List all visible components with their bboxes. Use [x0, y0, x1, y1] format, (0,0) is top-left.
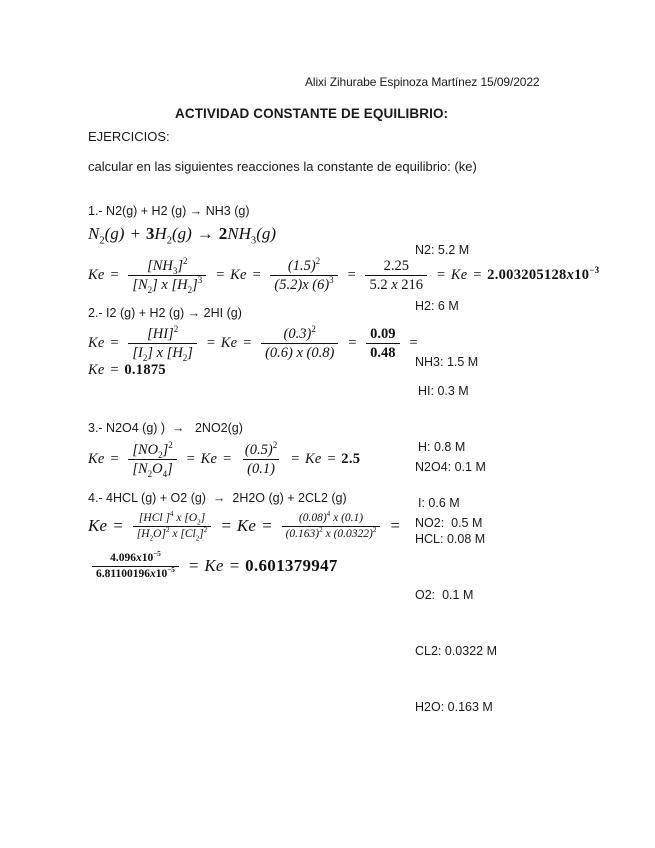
exercise-1-ke-equation: Ke = $\frac{[NH_3]^2}{[N_2] x [H_2]^3}$ = Ke = $\frac{(1.5)^2}{(5.2)x (6)^3}$ = $\frac{2.25}{5.2 x 216}$ = Ke = $2.003205128x10^{-3}$ [88, 256, 600, 296]
concentration-item: N2: 5.2 M [415, 242, 470, 257]
concentration-item: I: 0.6 M [418, 496, 460, 510]
exercise-2-simplified-fraction: $\frac{0.09}{0.48}$ [366, 326, 399, 361]
exercise-2-symbolic-fraction: $\frac{[HI]^2}{[I_2] x [H_2]}$ [128, 326, 197, 361]
exercise-4-symbolic-fraction: $\frac{[HCl ]^4 x [O_2]}{[H_2O]^2 x [Cl_2]^2}$ [133, 512, 212, 541]
exercise-2-result: 0.1875 [124, 362, 166, 378]
exercise-3-result: 2.5 [341, 451, 361, 468]
exercise-3-reaction-plain: 3.- N2O4 (g) ) → 2NO2(g) [88, 421, 243, 435]
exercise-2-result-line: Ke = 0.1875 [88, 362, 166, 378]
exercise-1-reaction-math: $N_2$ (g) + 3 $H_2$ (g) → 2 $NH_3$ (g) [88, 224, 277, 247]
exercise-4-reaction-plain: 4.- 4HCL (g) + O2 (g) → 2H2O (g) + 2CL2 (g) [88, 491, 347, 505]
exercise-1-reaction-plain: 1.- N2(g) + H2 (g) → NH3 (g) [88, 204, 250, 218]
exercise-3-numeric-fraction: $\frac{(0.5)^2}{(0.1)}$ [244, 440, 278, 478]
concentration-item: HCL: 0.08 M [415, 531, 486, 546]
exercise-1-numeric-fraction: $\frac{(1.5)^2}{(5.2)x (6)^3}$ [270, 258, 337, 293]
instruction-text: calcular en las siguientes reacciones la constante de equilibrio: (ke) [88, 159, 477, 174]
exercise-1-simplified-fraction: $\frac{2.25}{5.2 x 216}$ [365, 258, 427, 293]
exercise-4-result-line: $\frac{4.096x10^{-5}}{6.81100196x10^{-5}}$ = Ke = 0.601379947 [88, 552, 338, 581]
exercise-3-symbolic-fraction: $\frac{[NO_2]^2}{[N_2O_4]}$ [128, 442, 176, 477]
exercise-4-result: 0.601379947 [245, 556, 338, 576]
exercise-3-ke-equation: Ke = $\frac{[NO_2]^2}{[N_2O_4]}$ = Ke = $\frac{(0.5)^2}{(0.1)}$ = Ke = 2.5 [88, 440, 361, 480]
exercise-2-numeric-fraction: $\frac{(0.3)^2}{(0.6) x (0.8)}$ [261, 326, 338, 361]
concentration-item: HI: 0.3 M [418, 383, 469, 398]
concentration-item: H2: 6 M [415, 298, 459, 313]
exercise-1-result: $2.003205128x10^{-3}$ [487, 265, 600, 284]
concentration-item: N2O4: 0.1 M [415, 459, 486, 474]
exercise-4-final-fraction: $\frac{4.096x10^{-5}}{6.81100196x10^{-5}}$ [92, 552, 179, 581]
concentration-item: H2O: 0.163 M [415, 700, 493, 715]
exercise-4-ke-equation: Ke = $\frac{[HCl ]^4 x [O_2]}{[H_2O]^2 x [Cl_2]^2}$ = Ke = $\frac{(0.08)^4 x (0.1)}{(0.163)^2 x (0.0322)^2}$ = [88, 510, 401, 543]
exercise-4-numeric-fraction: $\frac{(0.08)^4 x (0.1)}{(0.163)^2 x (0.0322)^2}$ [282, 512, 381, 541]
exercise-2-ke-equation: Ke = $\frac{[HI]^2}{[I_2] x [H_2]}$ = Ke = $\frac{(0.3)^2}{(0.6) x (0.8)}$ = $\frac{0.09}{0.48}$ = [88, 324, 419, 364]
author-byline: Alixi Zihurabe Espinoza Martínez 15/09/2022 [305, 75, 540, 89]
concentration-item: NO2: 0.5 M [415, 515, 483, 530]
section-label: EJERCICIOS: [88, 129, 170, 144]
concentration-item: H: 0.8 M [418, 439, 466, 454]
concentration-item: O2: 0.1 M [415, 587, 474, 602]
exercise-4-concentrations [415, 492, 497, 755]
page-title: ACTIVIDAD CONSTANTE DE EQUILIBRIO: [175, 106, 449, 121]
exercise-2-reaction-plain: 2.- I2 (g) + H2 (g) → 2HI (g) [88, 306, 242, 320]
exercise-1-symbolic-fraction: $\frac{[NH_3]^2}{[N_2] x [H_2]^3}$ [128, 258, 206, 293]
concentration-item: NH3: 1.5 M [415, 355, 479, 369]
concentration-item: CL2: 0.0322 M [415, 644, 497, 658]
